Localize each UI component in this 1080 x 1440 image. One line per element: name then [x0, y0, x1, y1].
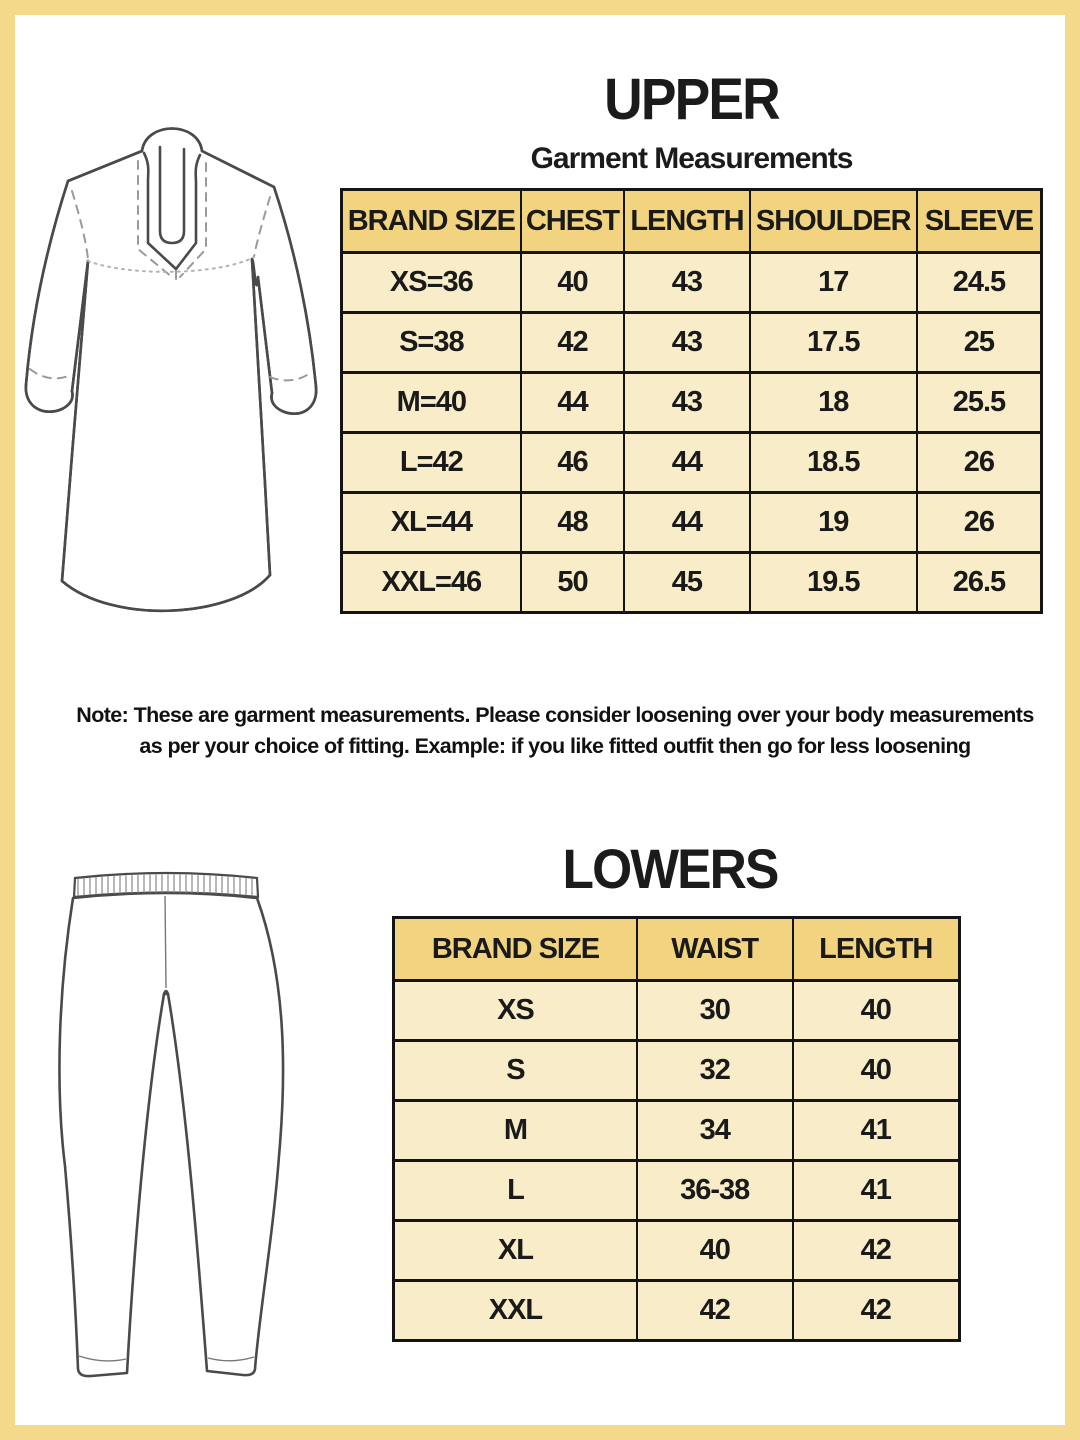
table-cell: S [394, 1041, 637, 1101]
table-cell: XXL [394, 1281, 637, 1341]
table-cell: 42 [521, 313, 625, 373]
table-cell: 41 [793, 1161, 960, 1221]
table-cell: 48 [521, 493, 625, 553]
table-cell: 19.5 [750, 553, 917, 613]
table-cell: 26 [917, 433, 1042, 493]
table-cell: 41 [793, 1101, 960, 1161]
note-line-2: as per your choice of fitting. Example: if you like fitted outfit then go for less loosening [139, 734, 971, 758]
table-cell: 32 [637, 1041, 793, 1101]
table-row [342, 373, 1042, 433]
table-row [394, 1161, 960, 1221]
table-cell: 17.5 [750, 313, 917, 373]
lowers-section-title: LOWERS [562, 837, 778, 900]
table-cell: M [394, 1101, 637, 1161]
table-header-cell: BRAND SIZE [342, 190, 521, 253]
table-header-row [342, 190, 1042, 253]
table-cell: 40 [637, 1221, 793, 1281]
table-cell: 44 [624, 493, 749, 553]
table-cell: 40 [793, 1041, 960, 1101]
table-cell: 40 [521, 253, 625, 313]
table-cell: 43 [624, 253, 749, 313]
table-cell: 26 [917, 493, 1042, 553]
table-row [342, 493, 1042, 553]
table-row [342, 313, 1042, 373]
table-cell: XXL=46 [342, 553, 521, 613]
table-header-cell: SLEEVE [917, 190, 1042, 253]
table-cell: 34 [637, 1101, 793, 1161]
table-row [342, 433, 1042, 493]
table-header-cell: CHEST [521, 190, 625, 253]
table-header-cell: SHOULDER [750, 190, 917, 253]
table-cell: 26.5 [917, 553, 1042, 613]
table-row [342, 553, 1042, 613]
table-row [342, 253, 1042, 313]
table-cell: 43 [624, 313, 749, 373]
table-cell: XS=36 [342, 253, 521, 313]
table-row [394, 981, 960, 1041]
table-cell: XL [394, 1221, 637, 1281]
upper-section-subtitle: Garment Measurements [530, 142, 853, 175]
table-cell: 40 [793, 981, 960, 1041]
table-row [394, 1221, 960, 1281]
table-cell: 42 [793, 1281, 960, 1341]
table-header-cell: LENGTH [624, 190, 749, 253]
measurement-note [50, 700, 1060, 762]
table-cell: 18 [750, 373, 917, 433]
table-cell: 46 [521, 433, 625, 493]
kurta-illustration-icon [18, 103, 336, 643]
note-line-1: Note: These are garment measurements. Please consider loosening over your body measurements [76, 703, 1034, 727]
table-cell: XL=44 [342, 493, 521, 553]
table-cell: 44 [624, 433, 749, 493]
table-cell: 42 [637, 1281, 793, 1341]
table-cell: 45 [624, 553, 749, 613]
lowers-size-table [392, 916, 961, 1342]
table-cell: 17 [750, 253, 917, 313]
table-cell: 24.5 [917, 253, 1042, 313]
table-cell: 36-38 [637, 1161, 793, 1221]
table-cell: 42 [793, 1221, 960, 1281]
table-header-cell: LENGTH [793, 918, 960, 981]
table-cell: 19 [750, 493, 917, 553]
upper-section-title: UPPER [604, 67, 779, 132]
table-cell: L=42 [342, 433, 521, 493]
table-cell: 18.5 [750, 433, 917, 493]
table-cell: 43 [624, 373, 749, 433]
table-row [394, 1101, 960, 1161]
table-cell: S=38 [342, 313, 521, 373]
table-header-cell: BRAND SIZE [394, 918, 637, 981]
table-row [394, 1281, 960, 1341]
table-cell: XS [394, 981, 637, 1041]
table-cell: 44 [521, 373, 625, 433]
upper-size-table [340, 188, 1043, 614]
table-cell: L [394, 1161, 637, 1221]
table-cell: M=40 [342, 373, 521, 433]
pants-illustration-icon [45, 866, 345, 1382]
table-cell: 25.5 [917, 373, 1042, 433]
table-row [394, 1041, 960, 1101]
table-header-row [394, 918, 960, 981]
table-header-cell: WAIST [637, 918, 793, 981]
table-cell: 25 [917, 313, 1042, 373]
table-cell: 50 [521, 553, 625, 613]
table-cell: 30 [637, 981, 793, 1041]
